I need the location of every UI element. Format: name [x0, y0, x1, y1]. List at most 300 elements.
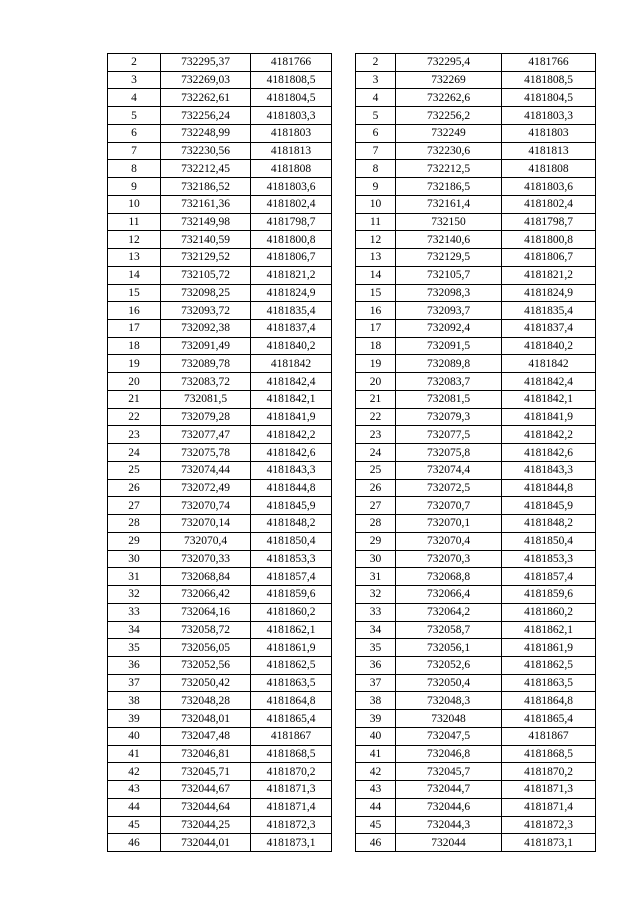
right-x-coordinate: 732295,4: [396, 54, 502, 72]
right-y-coordinate: 4181871,4: [502, 798, 596, 816]
left-y-coordinate: 4181873,1: [251, 834, 332, 852]
column-gap: [332, 550, 356, 568]
table-row: [108, 124, 596, 142]
table-row: [108, 54, 596, 72]
right-x-coordinate: 732083,7: [396, 373, 502, 391]
right-x-coordinate: 732077,5: [396, 426, 502, 444]
table-row: [108, 302, 596, 320]
right-point-number: 46: [356, 834, 396, 852]
right-x-coordinate: 732129,5: [396, 249, 502, 267]
left-x-coordinate: 732056,05: [161, 639, 251, 657]
left-point-number: 39: [108, 710, 161, 728]
table-row: [108, 568, 596, 586]
right-point-number: 28: [356, 515, 396, 533]
column-gap: [332, 515, 356, 533]
right-y-coordinate: 4181813: [502, 142, 596, 160]
left-x-coordinate: 732092,38: [161, 320, 251, 338]
right-x-coordinate: 732150: [396, 213, 502, 231]
table-row: [108, 142, 596, 160]
left-y-coordinate: 4181868,5: [251, 745, 332, 763]
left-point-number: 19: [108, 355, 161, 373]
left-y-coordinate: 4181842,1: [251, 390, 332, 408]
table-row: [108, 710, 596, 728]
left-y-coordinate: 4181798,7: [251, 213, 332, 231]
left-y-coordinate: 4181871,3: [251, 781, 332, 799]
right-point-number: 25: [356, 461, 396, 479]
left-point-number: 28: [108, 515, 161, 533]
right-x-coordinate: 732093,7: [396, 302, 502, 320]
right-point-number: 29: [356, 532, 396, 550]
coordinates-table-body: [108, 54, 596, 852]
right-point-number: 7: [356, 142, 396, 160]
right-y-coordinate: 4181860,2: [502, 603, 596, 621]
right-x-coordinate: 732079,3: [396, 408, 502, 426]
column-gap: [332, 124, 356, 142]
right-x-coordinate: 732249: [396, 124, 502, 142]
right-point-number: 12: [356, 231, 396, 249]
right-y-coordinate: 4181850,4: [502, 532, 596, 550]
table-row: [108, 249, 596, 267]
left-x-coordinate: 732186,52: [161, 178, 251, 196]
left-x-coordinate: 732262,61: [161, 89, 251, 107]
left-y-coordinate: 4181766: [251, 54, 332, 72]
column-gap: [332, 674, 356, 692]
left-x-coordinate: 732230,56: [161, 142, 251, 160]
left-point-number: 24: [108, 444, 161, 462]
right-x-coordinate: 732058,7: [396, 621, 502, 639]
right-x-coordinate: 732056,1: [396, 639, 502, 657]
left-y-coordinate: 4181843,3: [251, 461, 332, 479]
right-y-coordinate: 4181864,8: [502, 692, 596, 710]
table-row: [108, 515, 596, 533]
right-x-coordinate: 732048,3: [396, 692, 502, 710]
left-x-coordinate: 732075,78: [161, 444, 251, 462]
right-x-coordinate: 732044,6: [396, 798, 502, 816]
right-y-coordinate: 4181857,4: [502, 568, 596, 586]
right-x-coordinate: 732256,2: [396, 107, 502, 125]
coordinates-table: [107, 53, 596, 852]
right-point-number: 33: [356, 603, 396, 621]
table-row: [108, 337, 596, 355]
left-point-number: 32: [108, 586, 161, 604]
right-point-number: 43: [356, 781, 396, 799]
left-x-coordinate: 732072,49: [161, 479, 251, 497]
right-point-number: 4: [356, 89, 396, 107]
table-row: [108, 390, 596, 408]
right-y-coordinate: 4181848,2: [502, 515, 596, 533]
right-y-coordinate: 4181873,1: [502, 834, 596, 852]
left-point-number: 40: [108, 727, 161, 745]
left-x-coordinate: 732161,36: [161, 195, 251, 213]
right-point-number: 2: [356, 54, 396, 72]
column-gap: [332, 355, 356, 373]
left-x-coordinate: 732248,99: [161, 124, 251, 142]
left-point-number: 26: [108, 479, 161, 497]
right-x-coordinate: 732066,4: [396, 586, 502, 604]
column-gap: [332, 302, 356, 320]
column-gap: [332, 781, 356, 799]
left-point-number: 27: [108, 497, 161, 515]
left-point-number: 16: [108, 302, 161, 320]
column-gap: [332, 656, 356, 674]
left-y-coordinate: 4181824,9: [251, 284, 332, 302]
right-y-coordinate: 4181867: [502, 727, 596, 745]
table-row: [108, 231, 596, 249]
right-x-coordinate: 732070,1: [396, 515, 502, 533]
left-y-coordinate: 4181867: [251, 727, 332, 745]
left-x-coordinate: 732140,59: [161, 231, 251, 249]
left-x-coordinate: 732079,28: [161, 408, 251, 426]
left-x-coordinate: 732058,72: [161, 621, 251, 639]
right-x-coordinate: 732044,7: [396, 781, 502, 799]
right-x-coordinate: 732052,6: [396, 656, 502, 674]
table-row: [108, 586, 596, 604]
left-x-coordinate: 732074,44: [161, 461, 251, 479]
right-point-number: 21: [356, 390, 396, 408]
left-point-number: 31: [108, 568, 161, 586]
right-point-number: 15: [356, 284, 396, 302]
left-point-number: 4: [108, 89, 161, 107]
right-x-coordinate: 732105,7: [396, 266, 502, 284]
right-x-coordinate: 732046,8: [396, 745, 502, 763]
right-point-number: 6: [356, 124, 396, 142]
left-x-coordinate: 732269,03: [161, 71, 251, 89]
left-point-number: 38: [108, 692, 161, 710]
left-y-coordinate: 4181860,2: [251, 603, 332, 621]
left-point-number: 46: [108, 834, 161, 852]
right-y-coordinate: 4181861,9: [502, 639, 596, 657]
left-y-coordinate: 4181850,4: [251, 532, 332, 550]
right-y-coordinate: 4181821,2: [502, 266, 596, 284]
table-row: [108, 426, 596, 444]
left-x-coordinate: 732256,24: [161, 107, 251, 125]
right-point-number: 13: [356, 249, 396, 267]
right-point-number: 31: [356, 568, 396, 586]
left-point-number: 21: [108, 390, 161, 408]
left-y-coordinate: 4181862,5: [251, 656, 332, 674]
column-gap: [332, 532, 356, 550]
left-x-coordinate: 732089,78: [161, 355, 251, 373]
right-point-number: 11: [356, 213, 396, 231]
right-point-number: 41: [356, 745, 396, 763]
table-row: [108, 408, 596, 426]
left-y-coordinate: 4181864,8: [251, 692, 332, 710]
left-point-number: 36: [108, 656, 161, 674]
right-x-coordinate: 732089,8: [396, 355, 502, 373]
right-y-coordinate: 4181843,3: [502, 461, 596, 479]
right-y-coordinate: 4181844,8: [502, 479, 596, 497]
left-y-coordinate: 4181859,6: [251, 586, 332, 604]
left-y-coordinate: 4181871,4: [251, 798, 332, 816]
table-row: [108, 550, 596, 568]
left-x-coordinate: 732046,81: [161, 745, 251, 763]
right-x-coordinate: 732070,7: [396, 497, 502, 515]
left-x-coordinate: 732050,42: [161, 674, 251, 692]
column-gap: [332, 692, 356, 710]
right-y-coordinate: 4181853,3: [502, 550, 596, 568]
right-point-number: 10: [356, 195, 396, 213]
right-y-coordinate: 4181804,5: [502, 89, 596, 107]
table-row: [108, 798, 596, 816]
left-y-coordinate: 4181840,2: [251, 337, 332, 355]
left-y-coordinate: 4181863,5: [251, 674, 332, 692]
left-y-coordinate: 4181842,6: [251, 444, 332, 462]
column-gap: [332, 497, 356, 515]
left-y-coordinate: 4181804,5: [251, 89, 332, 107]
right-y-coordinate: 4181837,4: [502, 320, 596, 338]
table-row: [108, 763, 596, 781]
column-gap: [332, 213, 356, 231]
right-point-number: 18: [356, 337, 396, 355]
left-y-coordinate: 4181844,8: [251, 479, 332, 497]
right-x-coordinate: 732045,7: [396, 763, 502, 781]
right-point-number: 22: [356, 408, 396, 426]
right-x-coordinate: 732091,5: [396, 337, 502, 355]
left-point-number: 10: [108, 195, 161, 213]
table-row: [108, 266, 596, 284]
column-gap: [332, 373, 356, 391]
left-y-coordinate: 4181870,2: [251, 763, 332, 781]
column-gap: [332, 745, 356, 763]
left-point-number: 25: [108, 461, 161, 479]
column-gap: [332, 178, 356, 196]
left-y-coordinate: 4181821,2: [251, 266, 332, 284]
right-x-coordinate: 732050,4: [396, 674, 502, 692]
right-x-coordinate: 732269: [396, 71, 502, 89]
left-point-number: 5: [108, 107, 161, 125]
left-point-number: 17: [108, 320, 161, 338]
left-x-coordinate: 732070,74: [161, 497, 251, 515]
table-row: [108, 213, 596, 231]
right-point-number: 40: [356, 727, 396, 745]
left-point-number: 11: [108, 213, 161, 231]
column-gap: [332, 798, 356, 816]
column-gap: [332, 71, 356, 89]
right-x-coordinate: 732044,3: [396, 816, 502, 834]
right-x-coordinate: 732081,5: [396, 390, 502, 408]
left-x-coordinate: 732068,84: [161, 568, 251, 586]
right-point-number: 24: [356, 444, 396, 462]
table-row: [108, 745, 596, 763]
table-row: [108, 444, 596, 462]
left-y-coordinate: 4181837,4: [251, 320, 332, 338]
table-row: [108, 497, 596, 515]
left-point-number: 35: [108, 639, 161, 657]
left-y-coordinate: 4181872,3: [251, 816, 332, 834]
right-x-coordinate: 732074,4: [396, 461, 502, 479]
right-point-number: 9: [356, 178, 396, 196]
left-point-number: 14: [108, 266, 161, 284]
left-x-coordinate: 732044,25: [161, 816, 251, 834]
column-gap: [332, 160, 356, 178]
right-x-coordinate: 732064,2: [396, 603, 502, 621]
right-point-number: 45: [356, 816, 396, 834]
left-point-number: 13: [108, 249, 161, 267]
right-y-coordinate: 4181835,4: [502, 302, 596, 320]
left-point-number: 6: [108, 124, 161, 142]
right-y-coordinate: 4181824,9: [502, 284, 596, 302]
left-y-coordinate: 4181808: [251, 160, 332, 178]
column-gap: [332, 390, 356, 408]
left-point-number: 7: [108, 142, 161, 160]
left-y-coordinate: 4181841,9: [251, 408, 332, 426]
table-row: [108, 834, 596, 852]
column-gap: [332, 142, 356, 160]
right-y-coordinate: 4181803,6: [502, 178, 596, 196]
right-point-number: 8: [356, 160, 396, 178]
left-y-coordinate: 4181845,9: [251, 497, 332, 515]
left-y-coordinate: 4181842,2: [251, 426, 332, 444]
right-x-coordinate: 732048: [396, 710, 502, 728]
left-point-number: 37: [108, 674, 161, 692]
left-y-coordinate: 4181800,8: [251, 231, 332, 249]
table-row: [108, 781, 596, 799]
left-y-coordinate: 4181808,5: [251, 71, 332, 89]
right-x-coordinate: 732140,6: [396, 231, 502, 249]
column-gap: [332, 816, 356, 834]
right-y-coordinate: 4181840,2: [502, 337, 596, 355]
right-y-coordinate: 4181841,9: [502, 408, 596, 426]
table-row: [108, 195, 596, 213]
right-y-coordinate: 4181872,3: [502, 816, 596, 834]
right-point-number: 44: [356, 798, 396, 816]
left-x-coordinate: 732105,72: [161, 266, 251, 284]
left-x-coordinate: 732052,56: [161, 656, 251, 674]
table-row: [108, 355, 596, 373]
left-x-coordinate: 732093,72: [161, 302, 251, 320]
left-x-coordinate: 732149,98: [161, 213, 251, 231]
left-point-number: 9: [108, 178, 161, 196]
column-gap: [332, 284, 356, 302]
right-y-coordinate: 4181800,8: [502, 231, 596, 249]
table-row: [108, 320, 596, 338]
table-row: [108, 71, 596, 89]
right-y-coordinate: 4181842,1: [502, 390, 596, 408]
column-gap: [332, 266, 356, 284]
left-point-number: 34: [108, 621, 161, 639]
left-y-coordinate: 4181842,4: [251, 373, 332, 391]
right-point-number: 32: [356, 586, 396, 604]
left-point-number: 29: [108, 532, 161, 550]
right-point-number: 14: [356, 266, 396, 284]
table-row: [108, 160, 596, 178]
table-row: [108, 727, 596, 745]
left-point-number: 8: [108, 160, 161, 178]
left-x-coordinate: 732044,64: [161, 798, 251, 816]
column-gap: [332, 54, 356, 72]
right-x-coordinate: 732047,5: [396, 727, 502, 745]
right-y-coordinate: 4181870,2: [502, 763, 596, 781]
right-point-number: 30: [356, 550, 396, 568]
left-x-coordinate: 732129,52: [161, 249, 251, 267]
left-y-coordinate: 4181803: [251, 124, 332, 142]
left-x-coordinate: 732070,33: [161, 550, 251, 568]
left-point-number: 12: [108, 231, 161, 249]
left-x-coordinate: 732045,71: [161, 763, 251, 781]
left-x-coordinate: 732295,37: [161, 54, 251, 72]
left-x-coordinate: 732044,01: [161, 834, 251, 852]
right-y-coordinate: 4181808,5: [502, 71, 596, 89]
table-row: [108, 461, 596, 479]
left-y-coordinate: 4181865,4: [251, 710, 332, 728]
right-point-number: 23: [356, 426, 396, 444]
right-x-coordinate: 732186,5: [396, 178, 502, 196]
right-x-coordinate: 732070,3: [396, 550, 502, 568]
table-row: [108, 603, 596, 621]
column-gap: [332, 89, 356, 107]
column-gap: [332, 320, 356, 338]
left-x-coordinate: 732091,49: [161, 337, 251, 355]
right-y-coordinate: 4181806,7: [502, 249, 596, 267]
right-point-number: 20: [356, 373, 396, 391]
right-x-coordinate: 732072,5: [396, 479, 502, 497]
left-y-coordinate: 4181803,3: [251, 107, 332, 125]
left-y-coordinate: 4181848,2: [251, 515, 332, 533]
left-y-coordinate: 4181862,1: [251, 621, 332, 639]
table-row: [108, 639, 596, 657]
left-x-coordinate: 732212,45: [161, 160, 251, 178]
left-x-coordinate: 732077,47: [161, 426, 251, 444]
right-point-number: 38: [356, 692, 396, 710]
table-row: [108, 674, 596, 692]
right-y-coordinate: 4181842,6: [502, 444, 596, 462]
right-y-coordinate: 4181845,9: [502, 497, 596, 515]
right-y-coordinate: 4181798,7: [502, 213, 596, 231]
left-x-coordinate: 732083,72: [161, 373, 251, 391]
right-y-coordinate: 4181842,2: [502, 426, 596, 444]
column-gap: [332, 568, 356, 586]
column-gap: [332, 710, 356, 728]
right-point-number: 42: [356, 763, 396, 781]
column-gap: [332, 249, 356, 267]
left-point-number: 20: [108, 373, 161, 391]
left-x-coordinate: 732098,25: [161, 284, 251, 302]
table-row: [108, 656, 596, 674]
column-gap: [332, 337, 356, 355]
right-y-coordinate: 4181803,3: [502, 107, 596, 125]
column-gap: [332, 586, 356, 604]
column-gap: [332, 639, 356, 657]
left-y-coordinate: 4181835,4: [251, 302, 332, 320]
column-gap: [332, 834, 356, 852]
left-x-coordinate: 732070,4: [161, 532, 251, 550]
column-gap: [332, 727, 356, 745]
right-y-coordinate: 4181803: [502, 124, 596, 142]
left-point-number: 30: [108, 550, 161, 568]
right-y-coordinate: 4181871,3: [502, 781, 596, 799]
column-gap: [332, 603, 356, 621]
left-x-coordinate: 732081,5: [161, 390, 251, 408]
right-x-coordinate: 732262,6: [396, 89, 502, 107]
right-y-coordinate: 4181842: [502, 355, 596, 373]
column-gap: [332, 621, 356, 639]
left-point-number: 45: [108, 816, 161, 834]
right-x-coordinate: 732212,5: [396, 160, 502, 178]
table-row: [108, 692, 596, 710]
right-x-coordinate: 732161,4: [396, 195, 502, 213]
table-row: [108, 89, 596, 107]
left-point-number: 41: [108, 745, 161, 763]
left-y-coordinate: 4181803,6: [251, 178, 332, 196]
column-gap: [332, 426, 356, 444]
right-point-number: 17: [356, 320, 396, 338]
left-y-coordinate: 4181861,9: [251, 639, 332, 657]
left-x-coordinate: 732047,48: [161, 727, 251, 745]
left-y-coordinate: 4181853,3: [251, 550, 332, 568]
left-x-coordinate: 732048,28: [161, 692, 251, 710]
left-y-coordinate: 4181813: [251, 142, 332, 160]
left-point-number: 43: [108, 781, 161, 799]
